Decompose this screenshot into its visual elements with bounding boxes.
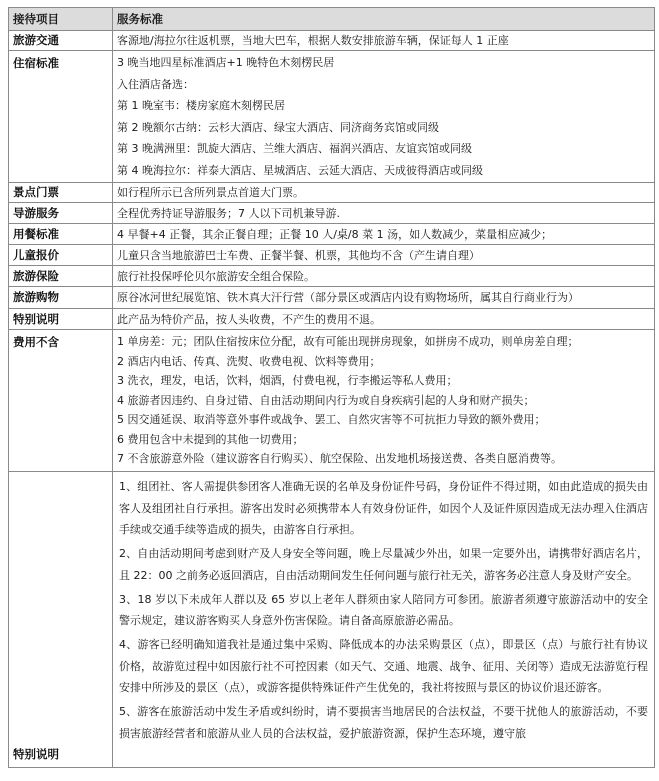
text-line: 如行程所示已含所列景点首道大门票。	[117, 186, 304, 199]
row-value	[113, 31, 655, 51]
list-item: 4 旅游者因违约、自身过错、自由活动期间内行为或自身疾病引起的人身和财产损失；	[117, 393, 535, 407]
paragraph: 4、游客已经明确知道我社是通过集中采购、降低成本的办法采购景区（点），即景区（点）与旅行社有协议价格，故游览过程中如因旅行社不可控因素（如天气、交通、地震、战争、征用、关闭等）造成无法游览行程安排中所涉及的景区（点），或游客提供特殊证件产生优免的，我社将按照与景区的协议价退还游客。	[119, 637, 648, 695]
header-standard: 服务标准	[113, 8, 655, 31]
paragraph: 5、游客在旅游活动中发生矛盾或纠纷时，请不要损害当地居民的合法权益，不要干扰他人的旅游活动，不要损害旅游经营者和旅游从业人员的合法权益，爱护旅游资源，保护生态环境，遵守旅	[119, 705, 648, 740]
paragraph: 3、18 岁以下未成年人群以及 65 岁以上老年人群须由家人陪同方可参团。旅游者须遵守旅游活动中的安全警示规定，建议游客购买人身意外伤害保险。请自备高原旅游必需品。	[119, 592, 648, 628]
service-table	[8, 7, 655, 768]
row-value	[113, 51, 655, 183]
header-item: 接待项目	[9, 8, 113, 31]
row-special-terms	[9, 472, 655, 768]
list-item: 5 因交通延误、取消等意外事件或战争、罢工、自然灾害等不可抗拒力导致的额外费用；	[117, 413, 546, 427]
row-key: 景点门票	[9, 183, 113, 203]
service-standard-sheet	[8, 7, 654, 768]
list-item: 7 不含旅游意外险（建议游客自行购买）、航空保险、出发地机场接送费、各类自愿消费等。	[117, 452, 562, 466]
text-line: 第 1 晚室韦：楼房家庭木刻楞民居	[117, 99, 285, 112]
row-shopping	[9, 287, 655, 309]
table-header-row	[9, 8, 655, 31]
text-line: 旅行社投保呼伦贝尔旅游安全组合保险。	[117, 269, 315, 283]
text-line: 4 早餐+4 正餐，其余正餐自理；正餐 10 人/桌/8 菜 1 汤，如人数减少，菜量相应减少；	[117, 227, 553, 241]
text-line: 原谷冰河世纪展览馆、铁木真大汗行营（部分景区或酒店内设有购物场所，属其自行商业行为）	[117, 291, 579, 304]
text-line: 第 3 晚满洲里：凯旋大酒店、兰维大酒店、福润兴酒店、友谊宾馆或同级	[117, 142, 472, 155]
text-line: 儿童只含当地旅游巴士车费、正餐半餐、机票，其他均不含（产生请自理）	[117, 248, 480, 262]
row-accommodation	[9, 51, 655, 183]
row-value	[113, 203, 655, 224]
row-value	[113, 245, 655, 266]
text-line: 第 4 晚海拉尔：祥泰大酒店、星城酒店、云延大酒店、天成彼得酒店或同级	[117, 163, 483, 177]
row-key: 旅游购物	[9, 287, 113, 309]
row-value	[113, 330, 655, 472]
paragraph: 1、组团社、客人需提供参团客人准确无误的名单及身份证件号码，身份证件不得过期，如由此造成的损失由客人及组团社自行承担。游客出发时必须携带本人有效身份证件，如因个人及证件原因造成无法办理入住酒店手续或交通手续等造成的损失，由游客自行承担。	[119, 480, 648, 537]
row-key: 费用不含	[9, 330, 113, 472]
row-value	[113, 183, 655, 203]
row-guide	[9, 203, 655, 224]
row-value	[113, 287, 655, 309]
terms-body	[119, 476, 648, 767]
row-transport	[9, 31, 655, 51]
row-value	[113, 266, 655, 287]
list-item: 2 酒店内电话、传真、洗熨、收费电视、饮料等费用；	[117, 354, 381, 368]
list-item: 1 单房差：元；团队住宿按床位分配，故有可能出现拼房现象，如拼房不成功，则单房差自理；	[117, 335, 579, 349]
list-item: 3 洗衣，理发，电话，饮料，烟酒，付费电视，行李搬运等私人费用；	[117, 374, 458, 388]
text-line: 此产品为特价产品，按人头收费，不产生的费用不退。	[117, 312, 381, 326]
row-key: 旅游交通	[9, 31, 113, 51]
paragraph: 2、自由活动期间考虑到财产及人身安全等问题，晚上尽量减少外出，如果一定要外出，请携带好酒店名片，且 22：00 之前务必返回酒店，自由活动期间发生任何问题与旅行社无关，游客务必注意人身及财产安全。	[119, 547, 648, 582]
row-meals	[9, 224, 655, 245]
row-key: 旅游保险	[9, 266, 113, 287]
row-special-note	[9, 309, 655, 330]
row-insurance	[9, 266, 655, 287]
row-child-price	[9, 245, 655, 266]
text-line: 第 2 晚额尔古纳：云杉大酒店、绿宝大酒店、同济商务宾馆或同级	[117, 120, 439, 134]
row-key: 住宿标准	[9, 51, 113, 183]
row-exclusions	[9, 330, 655, 472]
text-line: 入住酒店备选：	[117, 77, 194, 91]
text-line: 3 晚当地四星标准酒店+1 晚特色木刻楞民居	[117, 56, 335, 69]
text-line: 全程优秀持证导游服务；7 人以下司机兼导游.	[117, 206, 340, 220]
row-key: 用餐标准	[9, 224, 113, 245]
list-item: 6 费用包含中未提到的其他一切费用；	[117, 432, 304, 446]
row-key: 导游服务	[9, 203, 113, 224]
text-line: 客源地/海拉尔往返机票，当地大巴车，根据人数安排旅游车辆，保证每人 1 正座	[117, 34, 509, 47]
row-value	[113, 309, 655, 330]
row-value	[113, 224, 655, 245]
row-tickets	[9, 183, 655, 203]
row-key: 特别说明	[9, 472, 113, 768]
row-key: 儿童报价	[9, 245, 113, 266]
row-key: 特别说明	[9, 309, 113, 330]
row-value	[113, 472, 655, 768]
